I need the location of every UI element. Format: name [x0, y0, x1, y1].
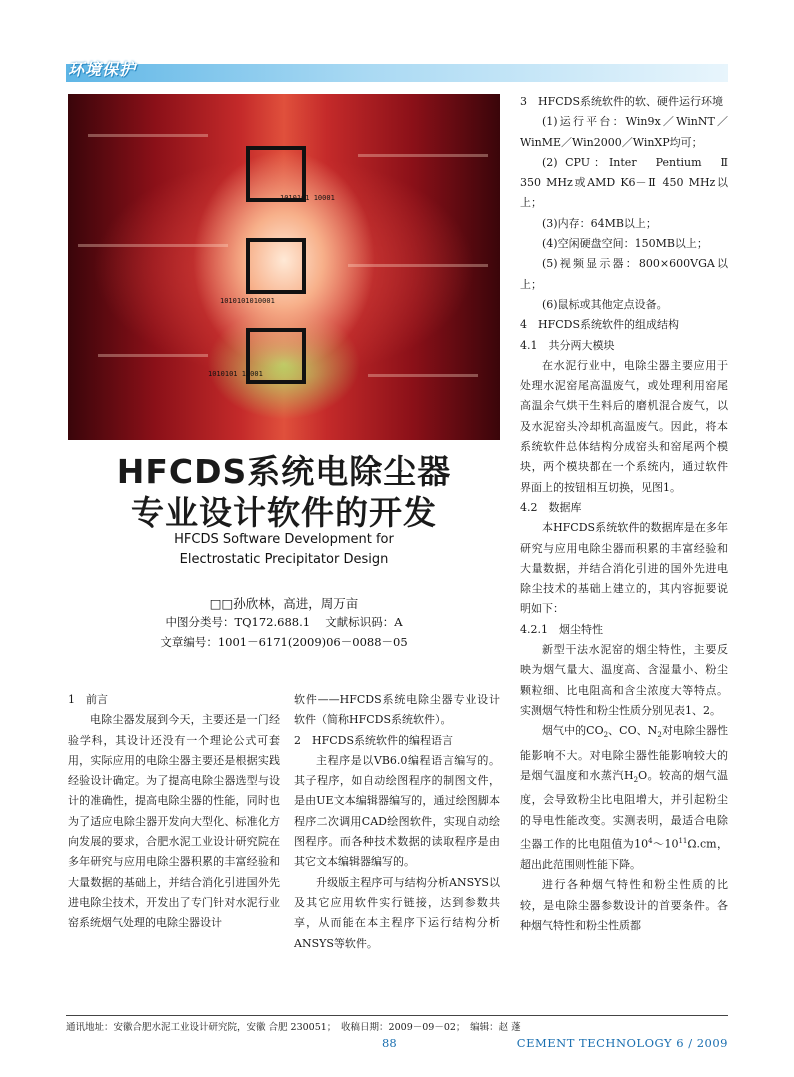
light-streak	[78, 244, 228, 247]
requirement-item-4: (4)空闲硬盘空间：150MB以上；	[542, 237, 708, 251]
section-4-2-1-heading: 4.2.1 烟尘特性	[520, 622, 603, 636]
title-illustration	[68, 94, 500, 440]
section-1-heading: 1 前言	[68, 693, 108, 706]
footer-divider	[66, 1015, 728, 1016]
section-4-2-paragraph: 本HFCDS系统软件的数据库是在多年研究与应用电除尘器而积累的丰富经验和大量数据，并结合消化引进的国外先进电除尘技术的基础上建立的，其内容扼要说明如下：	[520, 521, 728, 616]
light-streak	[98, 354, 208, 357]
light-streak	[88, 134, 208, 137]
article-number: 文章编号：1001－6171(2009)06－0088－05	[160, 635, 408, 649]
superscript: 11	[678, 837, 688, 846]
article-title-en-line1: HFCDS Software Development for	[174, 532, 394, 547]
right-column	[520, 92, 739, 936]
light-streak	[348, 264, 488, 267]
article-title-zh-line1: HFCDS系统电除尘器	[116, 452, 452, 491]
text-run: Ω.cm，超出此范围则性能下降。	[520, 837, 728, 872]
section-1-paragraph: 电除尘器发展到今天，主要还是一门经验学科，其设计还没有一个理论公式可套用，实际应用的电除尘器主要还是根据实践经验设计确定。为了提高电除尘器选型与设计的准确性，提高电除尘器的性能，同时也为了适应电除尘器开发向大型化、标准化方向发展的要求，合肥水泥工业设计研究院在多年研究与应用电除尘器积累的丰富经验和大量数据的基础上，并结合消化引进国外先进电除尘技术，开发出了专门针对水泥行业窑系统烟气处理的电除尘器设计	[68, 713, 280, 930]
requirement-item-2: (2) CPU：Inter Pentium Ⅱ 350 MHz或AMD K6－Ⅱ 450 MHz以上；	[520, 155, 739, 210]
binary-digits: 1010101 10001	[208, 370, 263, 378]
subscript: 2	[603, 731, 609, 740]
section-4-2-1-paragraph-2	[520, 721, 728, 875]
author-list: □□孙欣林，高进，周万亩	[209, 596, 359, 611]
section-label: 环境保护	[68, 60, 137, 79]
light-streak	[358, 154, 488, 157]
left-column	[68, 690, 280, 934]
section-2-paragraph-2: 升级版主程序可与结构分析ANSYS以及其它应用软件实行链接，达到参数共享，从而能在本主程序下运行结构分析ANSYS等软件。	[294, 875, 500, 950]
section-1-paragraph-cont: 软件——HFCDS系统电除尘器专业设计软件（简称HFCDS系统软件）。	[294, 693, 500, 727]
middle-column	[294, 690, 500, 954]
requirement-item-3: (3)内存：64MB以上；	[542, 216, 657, 230]
frame-box-middle	[246, 238, 306, 294]
section-2-heading: 2 HFCDS系统软件的编程语言	[294, 733, 453, 747]
section-4-2-heading: 4.2 数据库	[520, 500, 582, 514]
section-2-paragraph-1: 主程序是以VB6.0编程语言编写的。其子程序，如自动绘图程序的制图文件，是由UE文本编辑器编写的，通过绘图脚本程序二次调用CAD绘图软件，实现自动绘图程序。而各种技术数据的读取程序是由其它文本编辑器编写的。	[294, 753, 500, 869]
section-4-2-1-paragraph-1: 新型干法水泥窑的烟尘特性，主要反映为烟气量大、温度高、含湿量小、粉尘颗粒细、比电阻高和含尘浓度大等特点。实测烟气特性和粉尘性质分别见表1、2。	[520, 643, 728, 717]
superscript: 4	[648, 837, 653, 846]
text-run: 烟气中的CO	[542, 724, 604, 738]
section-4-2-1-paragraph-3: 进行各种烟气特性和粉尘性质的比较，是电除尘器参数设计的首要条件。各种烟气特性和粉尘性质都	[520, 878, 728, 932]
subscript: 2	[633, 776, 639, 785]
section-4-1-paragraph: 在水泥行业中，电除尘器主要应用于处理水泥窑尾高温废气，或处理利用窑尾高温余气烘干生料后的磨机混合废气，以及水泥窑头冷却机高温废气。因此，将本系统软件总体结构分成窑头和窑尾两个模块，两个模块都在一个系统内，通过软件界面上的按钮相互切换，见图1。	[520, 358, 728, 494]
binary-digits: 1010101010001	[220, 297, 275, 305]
requirement-item-1: (1)运行平台：Win9x／WinNT／WinME／Win2000／WinXP均可；	[520, 115, 728, 149]
section-4-heading: 4 HFCDS系统软件的组成结构	[520, 318, 679, 332]
text-run: 、CO、N	[608, 724, 658, 738]
classification-number: 中图分类号：TQ172.688.1 文献标识码：A	[165, 615, 403, 629]
binary-digits: 1010101 10001	[280, 194, 335, 202]
section-header-band	[66, 64, 728, 82]
requirement-item-5: (5)视频显示器：800×600VGA以上；	[520, 257, 728, 291]
light-streak	[368, 374, 478, 377]
page-number: 88	[382, 1036, 397, 1050]
journal-name: CEMENT TECHNOLOGY 6 / 2009	[516, 1036, 728, 1050]
section-3-heading: 3 HFCDS系统软件的软、硬件运行环境	[520, 95, 723, 108]
article-title-en-line2: Electrostatic Precipitator Design	[179, 552, 389, 567]
correspondence-address: 通讯地址：安徽合肥水泥工业设计研究院，安徽 合肥 230051； 收稿日期：2009－09－02； 编辑：赵 蓬	[66, 1022, 521, 1033]
text-run: O。较高的烟气温度，会导致粉尘比电阻增大，并引起粉尘的导电性能改变。实测表明，最适合电除尘器工作的比电阻值为10	[520, 768, 728, 851]
text-run: 对电除尘器性能影响不大。对电除尘器性能影响较大的是烟气温度和水蒸汽H	[520, 724, 729, 782]
text-run: ～10	[652, 837, 679, 851]
section-4-1-heading: 4.1 共分两大模块	[520, 338, 615, 352]
requirement-item-6: (6)鼠标或其他定点设备。	[542, 297, 668, 311]
article-title-zh-line2: 专业设计软件的开发	[131, 493, 437, 532]
subscript: 2	[657, 731, 662, 740]
